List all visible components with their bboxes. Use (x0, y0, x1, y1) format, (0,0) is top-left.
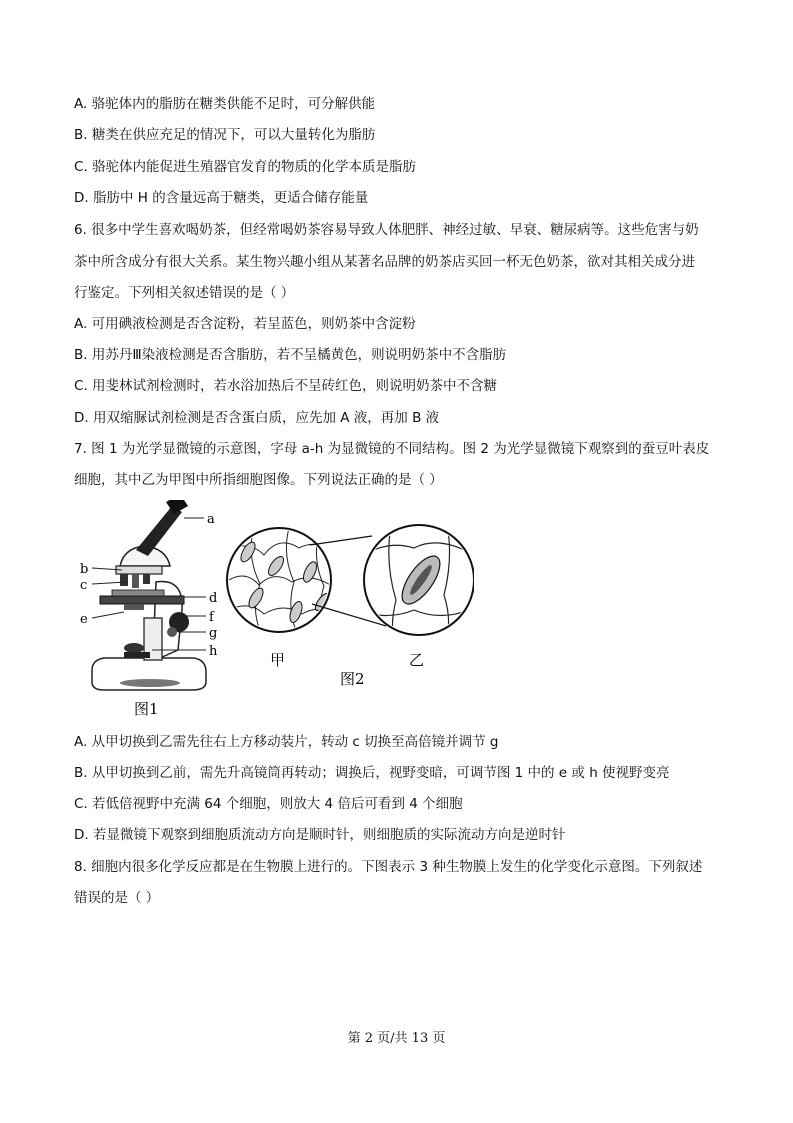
q5-option-a: A. 骆驼体内的脂肪在糖类供能不足时，可分解供能 (74, 96, 376, 112)
q6-stem-line-3: 行鉴定。下列相关叙述错误的是（ ） (74, 285, 295, 301)
q6-option-b: B. 用苏丹Ⅲ染液检测是否含脂肪，若不呈橘黄色，则说明奶茶中不含脂肪 (74, 347, 507, 363)
circle-jia-label: 甲 (270, 651, 286, 669)
q6-option-a: A. 可用碘液检测是否含淀粉，若呈蓝色，则奶茶中含淀粉 (74, 316, 416, 332)
q7-option-b: B. 从甲切换到乙前，需先升高镜筒再转动；调换后，视野变暗，可调节图 1 中的 e 或 h 使视野变亮 (74, 765, 670, 781)
q6-stem-line-2: 茶中所含成分有很大关系。某生物兴趣小组从某著名品牌的奶茶店买回一杯无色奶茶，欲对其相关成分进 (74, 254, 695, 270)
label-a: a (207, 512, 215, 527)
label-f: f (209, 610, 214, 625)
q5-option-b: B. 糖类在供应充足的情况下，可以大量转化为脂肪 (74, 127, 376, 143)
q6-option-d: D. 用双缩脲试剂检测是否含蛋白质，应先加 A 液，再加 B 液 (74, 410, 440, 426)
label-e: e (80, 612, 88, 627)
high-magnification-view (364, 520, 474, 640)
q8-stem-line-1: 8. 细胞内很多化学反应都是在生物膜上进行的。下图表示 3 种生物膜上发生的化学变化示意图。下列叙述 (74, 859, 703, 875)
q5-option-d: D. 脂肪中 H 的含量远高于糖类，更适合储存能量 (74, 190, 369, 206)
circle-yi-label: 乙 (409, 651, 425, 669)
label-g: g (209, 626, 218, 641)
q6-stem-line-1: 6. 很多中学生喜欢喝奶茶，但经常喝奶茶容易导致人体肥胖、神经过敏、早衰、糖尿病等。这些危害与奶 (74, 222, 699, 238)
fig1-caption: 图1 (134, 700, 159, 718)
label-h: h (209, 644, 218, 659)
label-b: b (80, 562, 89, 577)
label-d: d (209, 591, 218, 606)
q6-option-c: C. 用斐林试剂检测时，若水浴加热后不呈砖红色，则说明奶茶中不含糖 (74, 378, 498, 394)
low-magnification-view (227, 528, 386, 635)
label-c: c (80, 578, 88, 593)
page-number: 第 2 页/共 13 页 (347, 1031, 446, 1046)
q7-option-c: C. 若低倍视野中充满 64 个细胞，则放大 4 倍后可看到 4 个细胞 (74, 796, 463, 812)
q5-option-c: C. 骆驼体内能促进生殖器官发育的物质的化学本质是脂肪 (74, 159, 417, 175)
microscope-illustration (92, 500, 206, 690)
q7-option-d: D. 若显微镜下观察到细胞质流动方向是顺时针，则细胞质的实际流动方向是逆时针 (74, 827, 566, 843)
q7-stem-line-1: 7. 图 1 为光学显微镜的示意图，字母 a-h 为显微镜的不同结构。图 2 为光学显微镜下观察到的蚕豆叶表皮 (74, 441, 710, 457)
q7-option-a: A. 从甲切换到乙需先往右上方移动装片，转动 c 切换至高倍镜并调节 g (74, 734, 499, 750)
fig2-caption: 图2 (340, 670, 365, 688)
q8-stem-line-2: 错误的是（ ） (74, 890, 160, 906)
q7-figure (74, 500, 474, 720)
q7-stem-line-2: 细胞，其中乙为甲图中所指细胞图像。下列说法正确的是（ ） (74, 472, 443, 488)
